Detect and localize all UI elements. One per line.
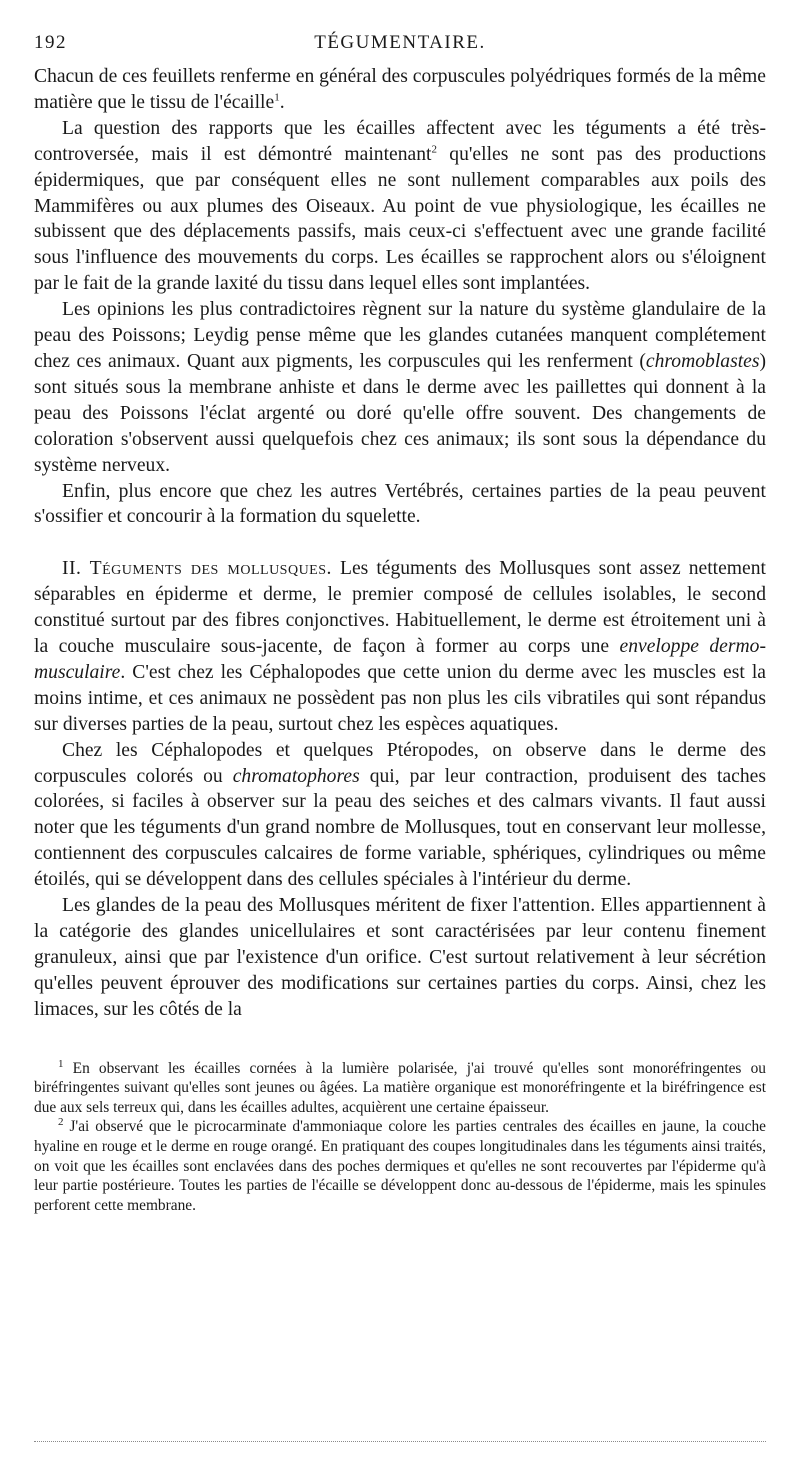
footnotes bbox=[34, 1059, 766, 1216]
italic-term: chromoblastes bbox=[645, 350, 760, 372]
footnote-marker: 1 bbox=[58, 1057, 64, 1070]
paragraph bbox=[34, 297, 766, 478]
paragraph-text: qui, par leur contraction, produisent des taches colorées, si faciles à observer sur la peau des seiches et des calmars vivants. Il faut aussi noter que les téguments d'un grand nombre de Mollusques, tout en conservant leur mollesse, contiennent des corpuscules calcaires de forme variable, sphériques, cylindriques ou même étoilés, qui se développent dans des cellules spéciales à l'intérieur du derme. bbox=[34, 765, 766, 891]
paragraph bbox=[34, 893, 766, 1023]
section-heading: II. Téguments des mollusques. bbox=[62, 558, 332, 580]
paragraph-text: qu'elles ne sont pas des productions épidermiques, que par conséquent elles ne sont nullement comparables aux poils des Mammifères ou aux plumes des Oiseaux. Au point de vue physiologique, les écailles ne subissent que des déplacements passifs, mais ceux-ci s'effectuent avec une grande facilité sous l'influence des mouvements du corps. Les écailles se rapprochent alors ou s'éloignent par le fait de la grande laxité du tissu dans lequel elles sont implantées. bbox=[34, 143, 766, 295]
paragraph-text: ) sont situés sous la membrane anhiste et dans le derme avec les paillettes qui donnent à la peau des Poissons l'éclat argenté ou doré qu'elle offre souvent. Des changements de coloration s'observent aussi quelquefois chez ces animaux; ils sont sous la dépendance du système nerveux. bbox=[34, 350, 766, 476]
running-head bbox=[34, 30, 766, 64]
paragraph-text: Les glandes de la peau des Mollusques méritent de fixer l'attention. Elles appartiennent à la catégorie des glandes unicellulaires et sont caractérisées par leur contenu finement granuleux, ainsi que par l'existence d'un orifice. C'est surtout relativement à leur sécrétion qu'elles peuvent éprouver des modifications sur certaines parties du corps. Ainsi, chez les limaces, sur les côtés de la bbox=[34, 895, 766, 1020]
section-paragraph bbox=[34, 556, 766, 737]
paragraph-text: Les opinions les plus contradictoires règnent sur la nature du système glandulaire de la peau des Poissons; Leydig pense même que les glandes cutanées manquent complétement chez ces animaux. Quant aux pigments, les corpuscules qui les renferment ( bbox=[34, 299, 766, 372]
italic-term: chromatophores bbox=[232, 765, 360, 787]
footnote-text: En observant les écailles cornées à la lumière polarisée, j'ai trouvé qu'elles sont monoréfringentes ou biréfringentes suivant qu'elles sont jeunes ou âgées. La matière organique est monoréfringente et la biréfringence est due aux sels terreux qui, dans les écailles adultes, acquièrent une certaine épaisseur. bbox=[34, 1059, 766, 1116]
main-text bbox=[34, 64, 766, 1023]
footnote bbox=[34, 1059, 766, 1118]
paragraph-end: . bbox=[279, 91, 285, 113]
paragraph-text: Enfin, plus encore que chez les autres Vertébrés, certaines parties de la peau peuvent s'ossifier et concourir à la formation du squelette. bbox=[34, 480, 766, 528]
paragraph-text: Chacun de ces feuillets renferme en général des corpuscules polyédriques formés de la même matière que le tissu de l'écaille bbox=[34, 66, 766, 113]
section-gap bbox=[34, 530, 766, 556]
paragraph bbox=[34, 479, 766, 531]
footnote bbox=[34, 1117, 766, 1215]
paragraph-text: Les téguments des Mollusques sont assez nettement séparables en épiderme et derme, le premier composé de cellules isolables, le second constitué surtout par des fibres conjonctives. Habituellement, le derme est étroitement uni à la couche musculaire sous-jacente, de façon à former au corps une bbox=[34, 558, 766, 658]
bottom-dotted-rule bbox=[34, 1441, 766, 1442]
paragraph bbox=[34, 738, 766, 893]
paragraph-text: . C'est chez les Céphalopodes que cette union du derme avec les muscles est la moins intime, et ces animaux ne possèdent pas non plus les cils vibratiles qui sont répandus sur diverses parties de la peau, surtout chez les espèces aquatiques. bbox=[34, 661, 766, 735]
footnote-ref: 1 bbox=[274, 91, 280, 104]
footnote-text: J'ai observé que le picrocarminate d'ammoniaque colore les parties centrales des écailles en jaune, la couche hyaline en rouge et le derme en rouge orangé. En pratiquant des coupes longitudinales dans les téguments ainsi traités, on voit que les écailles sont enclavées dans des poches dermiques et qu'elles ne sont recouvertes par l'épiderme qu'à leur partie postérieure. Toutes les parties de l'écaille se développent donc au-dessous de l'épiderme, mais les spinules perforent cette membrane. bbox=[34, 1118, 766, 1214]
page-number: 192 bbox=[34, 32, 67, 53]
footnote-marker: 2 bbox=[58, 1116, 64, 1129]
paragraph bbox=[34, 64, 766, 116]
italic-term: enveloppe dermo-musculaire bbox=[34, 636, 766, 683]
running-title: TÉGUMENTAIRE. bbox=[314, 32, 486, 53]
paragraph-text: La question des rapports que les écailles affectent avec les téguments a été très-controversée, mais il est démontré maintenant bbox=[34, 117, 766, 165]
paragraph bbox=[34, 116, 766, 297]
footnote-ref: 2 bbox=[431, 143, 437, 156]
paragraph-text: Chez les Céphalopodes et quelques Ptéropodes, on observe dans le derme des corpuscules colorés ou bbox=[34, 739, 766, 787]
